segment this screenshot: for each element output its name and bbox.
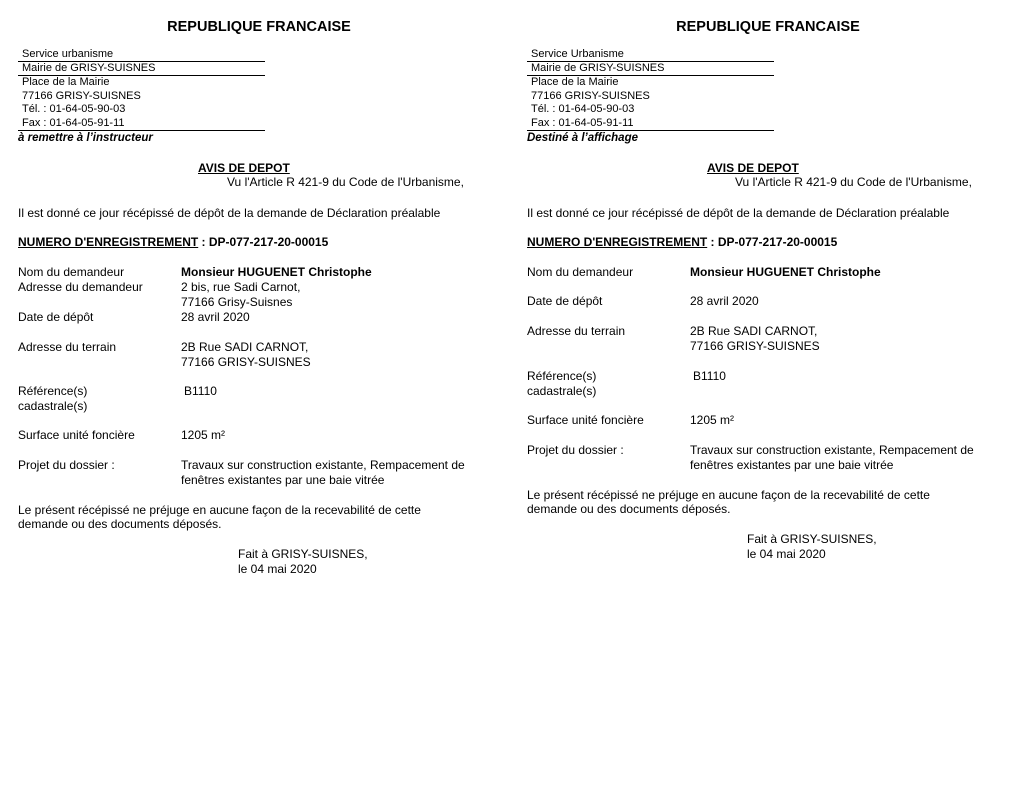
registration-value: : DP-077-217-20-00015: [707, 235, 838, 249]
header-service: Service Urbanisme: [531, 48, 624, 60]
applicant-address-line1: 2 bis, rue Sadi Carnot,: [181, 280, 301, 294]
applicant-name-value: Monsieur HUGUENET Christophe: [690, 265, 881, 279]
surface-label: Surface unité foncière: [18, 428, 135, 442]
project-line2: fenêtres existantes par une baie vitrée: [690, 458, 894, 472]
deposit-date-value: 28 avril 2020: [181, 310, 250, 324]
surface-label: Surface unité foncière: [527, 413, 644, 427]
cadastral-ref-label-2: cadastrale(s): [18, 399, 88, 413]
cadastral-ref-label-1: Référence(s): [527, 369, 597, 383]
article-reference: Vu l'Article R 421-9 du Code de l'Urbanisme,: [227, 175, 464, 189]
deposit-date-value: 28 avril 2020: [690, 294, 759, 308]
registration-label: NUMERO D'ENREGISTREMENT: [18, 235, 199, 249]
signature-place: Fait à GRISY-SUISNES,: [238, 547, 368, 561]
header-mairie: Mairie de GRISY-SUISNES: [22, 62, 156, 74]
article-reference: Vu l'Article R 421-9 du Code de l'Urbanisme,: [735, 175, 972, 189]
registration-number: [527, 235, 837, 249]
deposit-date-label: Date de dépôt: [527, 294, 603, 308]
applicant-name-label: Nom du demandeur: [18, 265, 125, 279]
header-tel: Tél. : 01-64-05-90-03: [531, 103, 635, 115]
cadastral-ref-value: B1110: [693, 369, 726, 383]
applicant-address-label: Adresse du demandeur: [18, 280, 143, 294]
notice-line1: Le présent récépissé ne préjuge en aucune façon de la recevabilité de cette: [527, 488, 930, 502]
project-line2: fenêtres existantes par une baie vitrée: [181, 473, 385, 487]
header-place: Place de la Mairie: [531, 76, 619, 88]
cadastral-ref-label-2: cadastrale(s): [527, 384, 597, 398]
notice-line1: Le présent récépissé ne préjuge en aucune façon de la recevabilité de cette: [18, 503, 421, 517]
signature-place: Fait à GRISY-SUISNES,: [747, 532, 877, 546]
surface-value: 1205 m²: [181, 428, 226, 442]
project-label: Projet du dossier :: [18, 458, 115, 472]
project-label: Projet du dossier :: [527, 443, 624, 457]
project-line1: Travaux sur construction existante, Rempacement de: [181, 458, 465, 472]
surface-value: 1205 m²: [690, 413, 735, 427]
land-address-line1: 2B Rue SADI CARNOT,: [181, 340, 309, 354]
destination-note: à remettre à l’instructeur: [18, 132, 153, 144]
registration-number: [18, 235, 328, 249]
deposit-date-label: Date de dépôt: [18, 310, 94, 324]
applicant-name-label: Nom du demandeur: [527, 265, 634, 279]
intro-text: Il est donné ce jour récépissé de dépôt de la demande de Déclaration préalable: [527, 206, 950, 220]
receipt-instructor-copy: [18, 0, 518, 791]
header-service: Service urbanisme: [22, 48, 114, 60]
republic-title: REPUBLIQUE FRANCAISE: [167, 19, 351, 35]
signature-date: le 04 mai 2020: [747, 547, 826, 561]
land-address-label: Adresse du terrain: [527, 324, 626, 338]
header-city: 77166 GRISY-SUISNES: [22, 90, 141, 102]
land-address-line1: 2B Rue SADI CARNOT,: [690, 324, 818, 338]
land-address-line2: 77166 GRISY-SUISNES: [181, 355, 311, 369]
header-fax: Fax : 01-64-05-91-11: [22, 117, 125, 129]
applicant-name-value: Monsieur HUGUENET Christophe: [181, 265, 372, 279]
registration-value: : DP-077-217-20-00015: [198, 235, 329, 249]
applicant-address-line2: 77166 Grisy-Suisnes: [181, 295, 293, 309]
intro-text: Il est donné ce jour récépissé de dépôt de la demande de Déclaration préalable: [18, 206, 441, 220]
land-address-line2: 77166 GRISY-SUISNES: [690, 339, 820, 353]
notice-line2: demande ou des documents déposés.: [527, 502, 731, 516]
header-city: 77166 GRISY-SUISNES: [531, 90, 650, 102]
header-tel: Tél. : 01-64-05-90-03: [22, 103, 126, 115]
republic-title: REPUBLIQUE FRANCAISE: [676, 19, 860, 35]
header-mairie: Mairie de GRISY-SUISNES: [531, 62, 665, 74]
cadastral-ref-label-1: Référence(s): [18, 384, 88, 398]
avis-title: AVIS DE DEPOT: [707, 161, 799, 175]
header-place: Place de la Mairie: [22, 76, 110, 88]
signature-date: le 04 mai 2020: [238, 562, 317, 576]
avis-title: AVIS DE DEPOT: [198, 161, 290, 175]
land-address-label: Adresse du terrain: [18, 340, 117, 354]
cadastral-ref-value: B1110: [184, 384, 217, 398]
header-fax: Fax : 01-64-05-91-11: [531, 117, 634, 129]
notice-line2: demande ou des documents déposés.: [18, 517, 222, 531]
registration-label: NUMERO D'ENREGISTREMENT: [527, 235, 708, 249]
receipt-display-copy: [527, 0, 1024, 791]
project-line1: Travaux sur construction existante, Rempacement de: [690, 443, 974, 457]
destination-note: Destiné à l’affichage: [527, 132, 638, 144]
